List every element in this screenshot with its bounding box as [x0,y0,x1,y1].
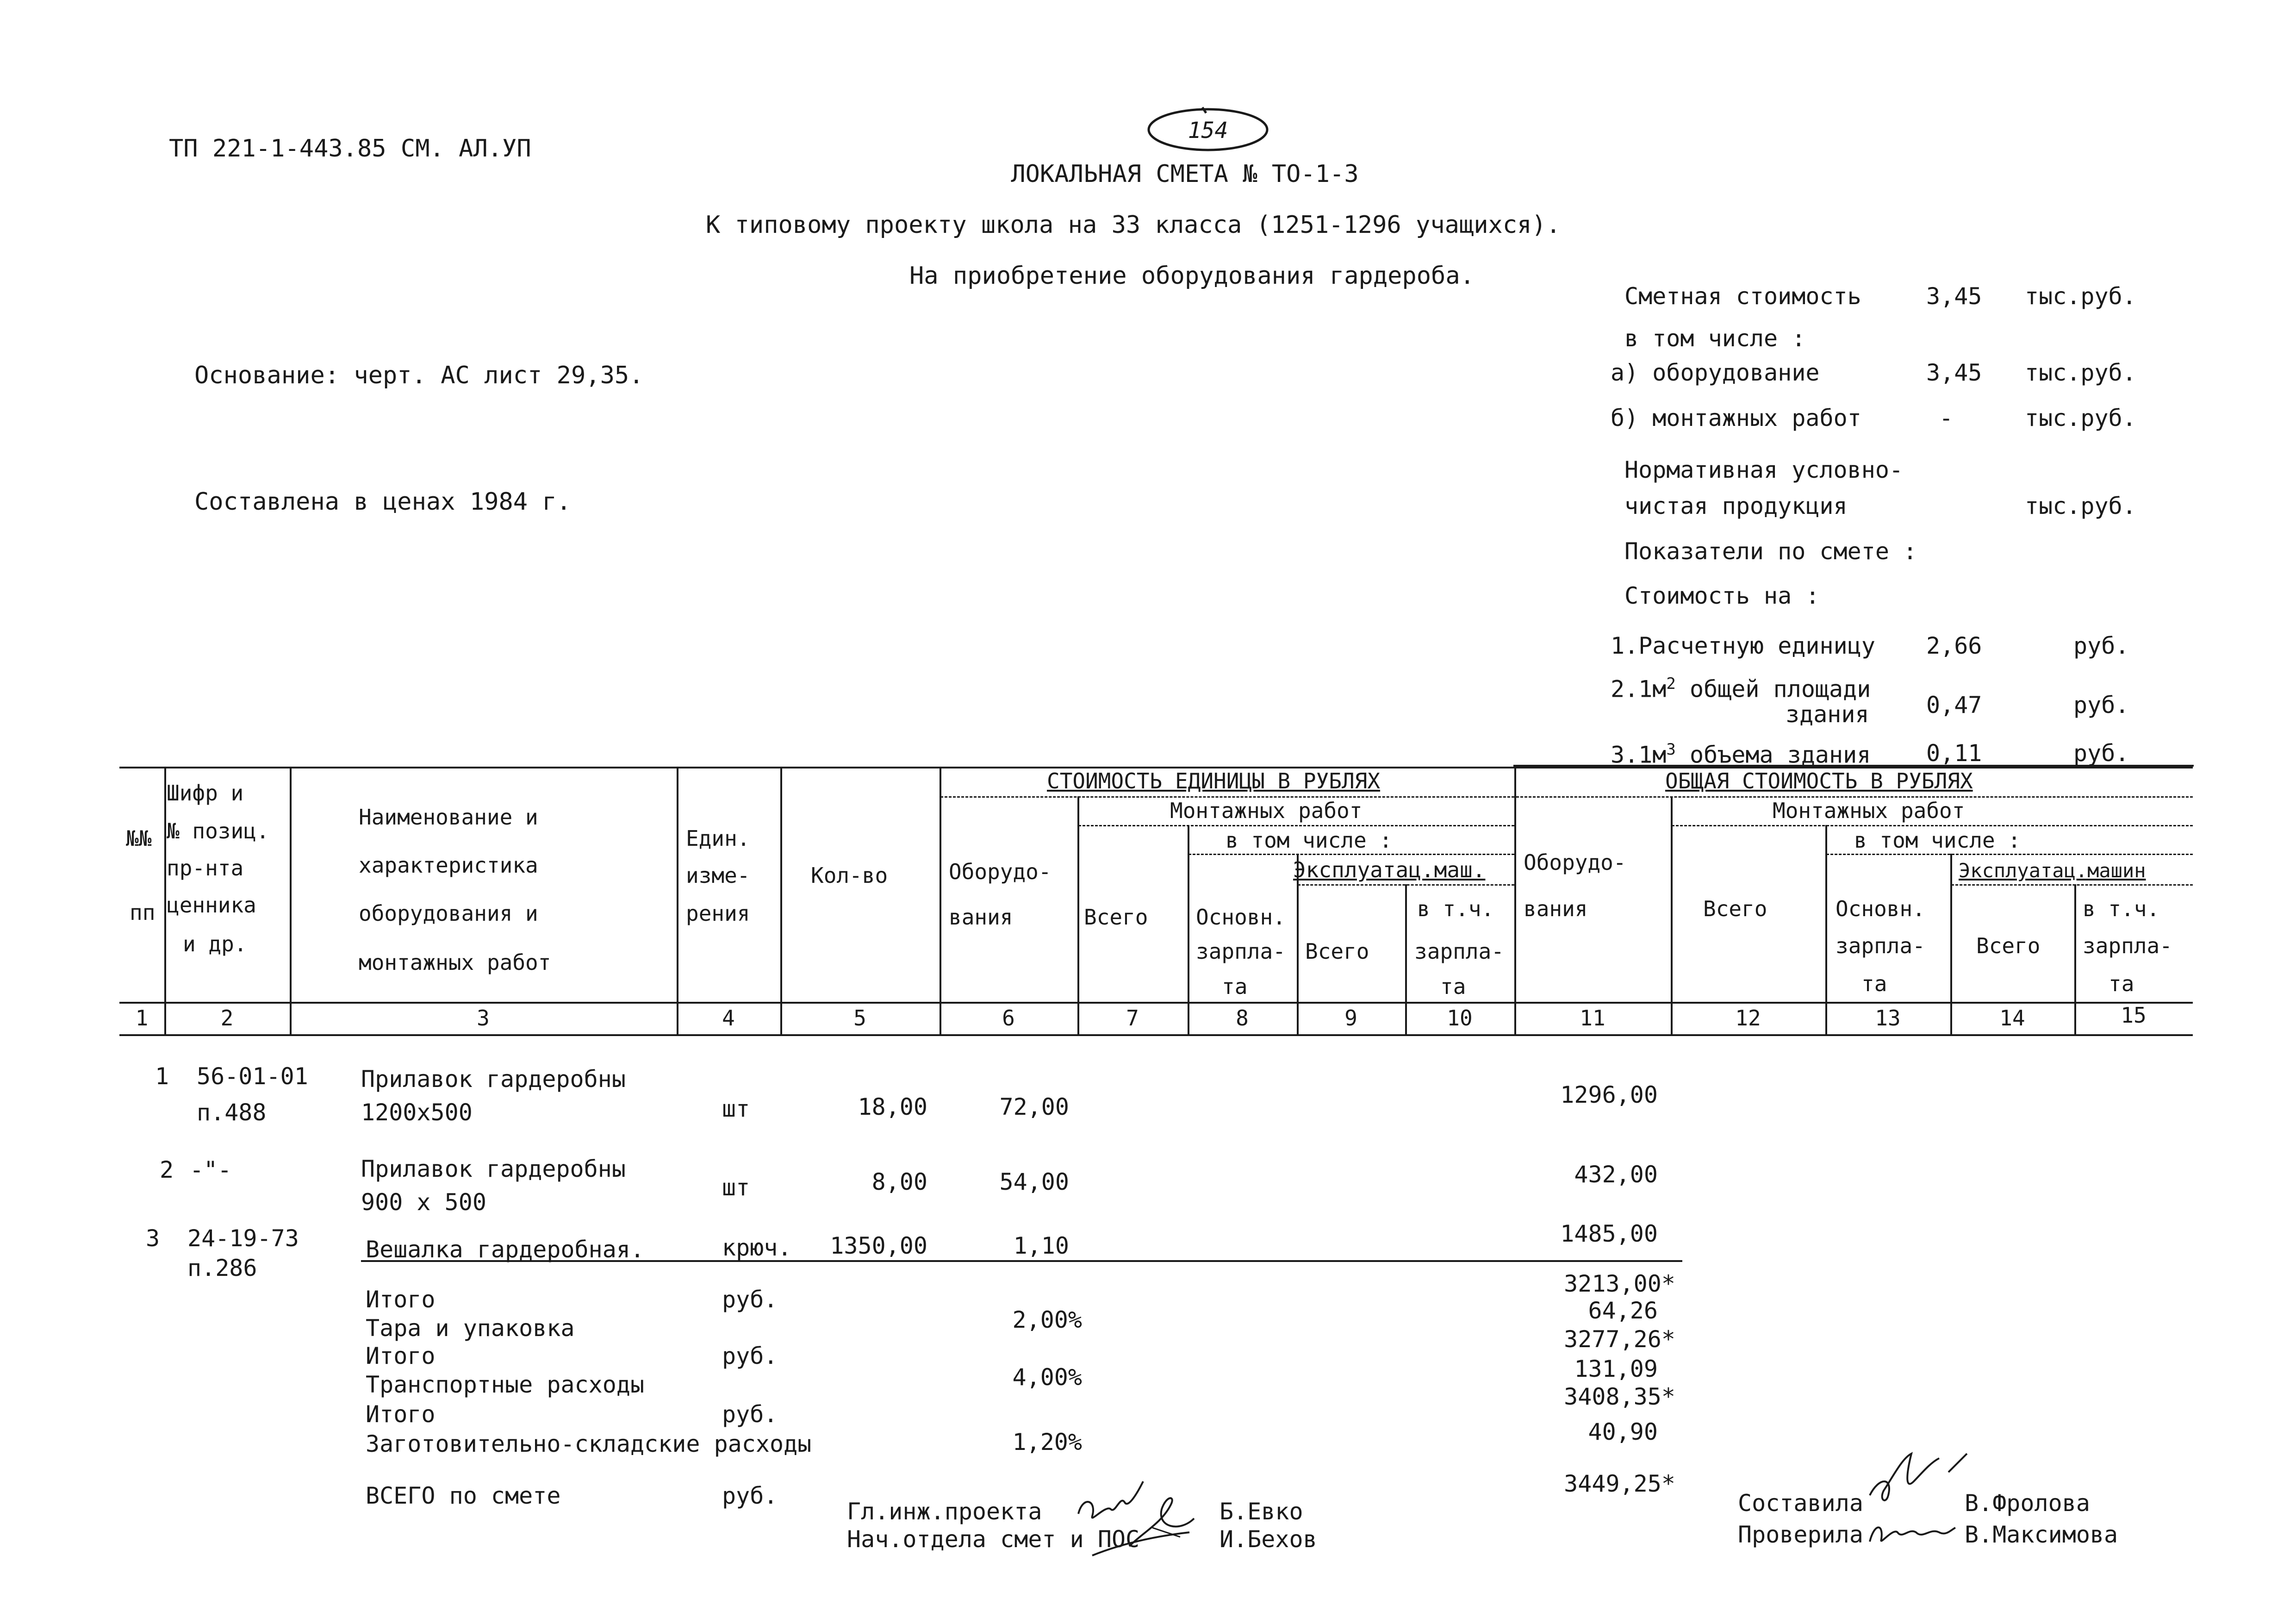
col-divider-1 [164,767,166,1034]
col-divider-7 [1188,825,1189,1034]
itogo-value-3: 3408,35* [1564,1383,1675,1410]
colnum: 1 [135,1006,149,1031]
hdr-incl-right: в том числе : [1854,828,2021,853]
vsego-label: ВСЕГО по смете [366,1482,561,1509]
hdr-vsego-expl-unit: Всего [1305,939,1369,964]
totals-separator [361,1260,1682,1262]
hdr-col3-l1: Наименование и [359,805,538,830]
hdr-vtch-total-l3: та [2109,971,2134,996]
row-total: 432,00 [1574,1161,1658,1188]
col-divider-10 [1514,767,1516,1034]
hdr-osnov-total-l1: Основн. [1836,896,1925,921]
itogo-label-2: Итого [366,1343,436,1369]
hdr-osnov-unit-l3: та [1222,974,1248,999]
installation-value: - [1939,405,1954,431]
hdr-col2-l1: Шифр и [167,781,244,806]
colnum: 11 [1580,1006,1605,1031]
transport-label: Транспортные расходы [366,1371,645,1398]
row-total: 1485,00 [1560,1220,1658,1247]
itogo-label-3: Итого [366,1401,436,1428]
hdr-col2-l4: ценника [167,893,256,918]
hdr-col2-l2: № позиц. [167,818,269,843]
col-divider-6 [1077,796,1079,1034]
hdr-equip-unit-l1: Оборудо- [949,859,1052,884]
hdr-vtch-unit-l1: в т.ч. [1417,896,1494,921]
hdr-col1-l2: пп [130,900,156,925]
installation-unit: тыс.руб. [2025,405,2136,431]
checked-name: В.Максимова [1965,1521,2118,1548]
tara-value: 64,26 [1588,1297,1658,1324]
row-num: 3 [146,1225,160,1252]
itogo-value-1: 3213,00* [1564,1270,1675,1297]
row-code: 56-01-01 [197,1063,308,1090]
indicator-2-label-b: общей площади [1675,675,1871,703]
colnum: 8 [1236,1006,1249,1031]
checked-signature [1865,1514,1958,1551]
itogo-label-1: Итого [366,1286,436,1313]
hdr-col4-l1: Един. [686,826,750,851]
col-divider-12 [1825,825,1827,1034]
indicator-3-unit: руб. [2073,740,2129,767]
total-cost-underline [1516,796,2193,798]
hdr-expl-right: Эксплуатац.машин [1959,859,2146,882]
hdr-osnov-unit-l2: зарпла- [1196,939,1286,964]
page-number-stamp [1143,103,1273,154]
hdr-mont-right: Монтажных работ [1773,798,1965,823]
header-bottom-line [119,1002,2193,1004]
colnum: 3 [477,1006,490,1031]
hdr-col3-l2: характеристика [359,853,538,878]
cost-value: 3,45 [1926,283,1982,310]
row-total: 1296,00 [1560,1081,1658,1108]
hdr-vtch-unit-l3: та [1440,974,1466,999]
hdr-total-cost: ОБЩАЯ СТОИМОСТЬ В РУБЛЯХ [1665,768,1973,793]
composed-label: Составила [1738,1490,1863,1517]
chief-signature [1074,1477,1203,1560]
itogo-value-2: 3277,26* [1564,1326,1675,1353]
doc-title: ЛОКАЛЬНАЯ СМЕТА № ТО-1-3 [1011,160,1359,188]
hdr-equip-total-l1: Оборудо- [1524,850,1626,875]
table-top-line-right [1513,765,2194,767]
colnum: 5 [853,1006,866,1031]
composed-signature [1860,1449,1981,1514]
hdr-col2-l5: и др. [183,931,247,956]
hdr-expl-left: Эксплуатац.маш. [1293,857,1486,882]
hdr-col2-l3: пр-нта [167,856,244,881]
row-unit: шт [722,1095,750,1122]
vsego-value: 3449,25* [1564,1470,1675,1497]
prices-year: Составлена в ценах 1984 г. [194,488,571,516]
indicator-3-label-a: 3.1м [1611,741,1667,768]
indicator-3-value: 0,11 [1926,740,1982,767]
hdr-vsego-expl-total: Всего [1976,933,2041,958]
row-qty: 18,00 [858,1093,927,1120]
itogo-unit-3: руб. [722,1401,778,1428]
row-price: 1,10 [1013,1232,1069,1259]
checked-label: Проверила [1738,1521,1863,1548]
colnum: 12 [1735,1006,1761,1031]
hdr-osnov-unit-l1: Основн. [1196,905,1286,930]
incl-underline-left [1188,854,1514,855]
hdr-col5: Кол-во [811,863,888,888]
indicator-2-label-c: здания [1786,701,1869,728]
indicator-2-label-a: 2.1м [1611,675,1667,703]
incl-underline-right [1826,854,2193,855]
colnum: 13 [1875,1006,1901,1031]
zagot-value: 40,90 [1588,1418,1658,1445]
including-label: в том числе : [1624,325,1806,352]
row-num: 2 [160,1156,174,1183]
indicator-2-unit: руб. [2073,692,2129,718]
colnum: 7 [1126,1006,1139,1031]
transport-value: 131,09 [1574,1355,1658,1382]
normative-line1: Нормативная условно- [1624,456,1904,483]
colnum: 10 [1447,1006,1473,1031]
indicator-2-label [1611,676,1871,701]
hdr-col4-l3: рения [686,901,750,926]
row-code: п.286 [187,1255,257,1281]
numbers-bottom-line [119,1034,2193,1036]
transport-pct: 4,00% [1012,1364,1082,1391]
equipment-label: а) оборудование [1611,359,1820,386]
row-price: 72,00 [999,1093,1069,1120]
basis: Основание: черт. АС лист 29,35. [194,362,644,389]
colnum: 9 [1344,1006,1357,1031]
hdr-incl-left: в том числе : [1226,828,1393,853]
cost-per-label: Стоимость на : [1624,582,1820,609]
zagot-label: Заготовительно-складские расходы [366,1430,812,1457]
indicator-2-sup: 2 [1666,675,1676,693]
cost-unit: тыс.руб. [2025,283,2136,310]
page-number: 154 [1188,118,1228,144]
row-name: 1200х500 [361,1099,473,1126]
indicator-3-label [1611,742,1871,767]
doc-subtitle: К типовому проекту школа на 33 класса (1251-1296 учащихся). [706,211,1561,239]
hdr-vsego-total: Всего [1703,896,1767,921]
row-code: п.488 [197,1099,267,1126]
indicators-label: Показатели по смете : [1624,538,1917,565]
mont-underline-left [1078,825,1514,826]
indicator-3-sup: 3 [1666,740,1676,759]
row-qty: 1350,00 [830,1232,927,1259]
indicator-3-label-b: объема здания [1675,741,1871,768]
row-name: Прилавок гардеробны [361,1156,626,1182]
col-divider-2 [290,767,292,1034]
colnum: 2 [220,1006,234,1031]
hdr-vtch-unit-l2: зарпла- [1414,939,1504,964]
row-name: 900 х 500 [361,1189,486,1216]
hdr-vtch-total-l2: зарпла- [2083,933,2172,958]
unit-cost-underline [940,796,1514,798]
hdr-equip-unit-l2: вания [949,905,1013,930]
itogo-unit-2: руб. [722,1343,778,1369]
hdr-vsego-unit: Всего [1084,905,1148,930]
indicator-1-unit: руб. [2073,632,2129,659]
cost-label: Сметная стоимость [1624,283,1861,310]
col-divider-3 [677,767,678,1034]
doc-code: ТП 221-1-443.85 СМ. АЛ.УП [169,135,531,162]
zagot-pct: 1,20% [1012,1429,1082,1455]
indicator-2-value: 0,47 [1926,692,1982,718]
row-code: -"- [190,1156,232,1183]
equipment-unit: тыс.руб. [2025,359,2136,386]
col-divider-5 [940,767,941,1034]
row-price: 54,00 [999,1168,1069,1195]
colnum: 6 [1002,1006,1015,1031]
hdr-col1-l1: №№ [126,826,152,851]
hdr-col4-l2: изме- [686,863,750,888]
normative-unit: тыс.руб. [2025,493,2136,519]
hdr-col3-l3: оборудования и [359,901,538,926]
mont-underline-right [1672,825,2193,826]
hdr-vtch-total-l1: в т.ч. [2083,896,2160,921]
normative-line2: чистая продукция [1624,493,1848,519]
row-unit: крюч. [722,1234,792,1261]
hdr-mont-left: Монтажных работ [1170,798,1363,823]
tara-pct: 2,00% [1012,1306,1082,1333]
col-divider-11 [1671,796,1673,1034]
colnum: 4 [722,1006,735,1031]
col-divider-4 [780,767,782,1034]
indicator-1-value: 2,66 [1926,632,1982,659]
head-name: И.Бехов [1220,1526,1317,1553]
row-unit: шт [722,1174,750,1201]
equipment-value: 3,45 [1926,359,1982,386]
row-qty: 8,00 [871,1168,927,1195]
row-name: Вешалка гардеробная. [366,1236,645,1263]
vsego-unit: руб. [722,1482,778,1509]
expl-underline-right [1951,884,2193,886]
head-title: Нач.отдела смет и ПОС [847,1526,1140,1553]
row-num: 1 [155,1063,169,1090]
colnum: 14 [1999,1006,2025,1031]
hdr-col3-l4: монтажных работ [359,950,551,975]
chief-name: Б.Евко [1220,1498,1303,1525]
colnum: 15 [2121,1003,2147,1028]
doc-purpose: На приобретение оборудования гардероба. [909,262,1475,290]
itogo-unit-1: руб. [722,1286,778,1313]
installation-label: б) монтажных работ [1611,405,1861,431]
row-code: 24-19-73 [187,1225,299,1252]
row-name: Прилавок гардеробны [361,1066,626,1093]
hdr-unit-cost: СТОИМОСТЬ ЕДИНИЦЫ В РУБЛЯХ [1047,768,1381,793]
chief-title: Гл.инж.проекта [847,1498,1042,1525]
composed-name: В.Фролова [1965,1490,2090,1517]
hdr-equip-total-l2: вания [1524,896,1588,921]
hdr-osnov-total-l3: та [1861,971,1887,996]
tara-label: Тара и упаковка [366,1315,575,1342]
hdr-osnov-total-l2: зарпла- [1836,933,1925,958]
indicator-1-label: 1.Расчетную единицу [1611,632,1875,659]
